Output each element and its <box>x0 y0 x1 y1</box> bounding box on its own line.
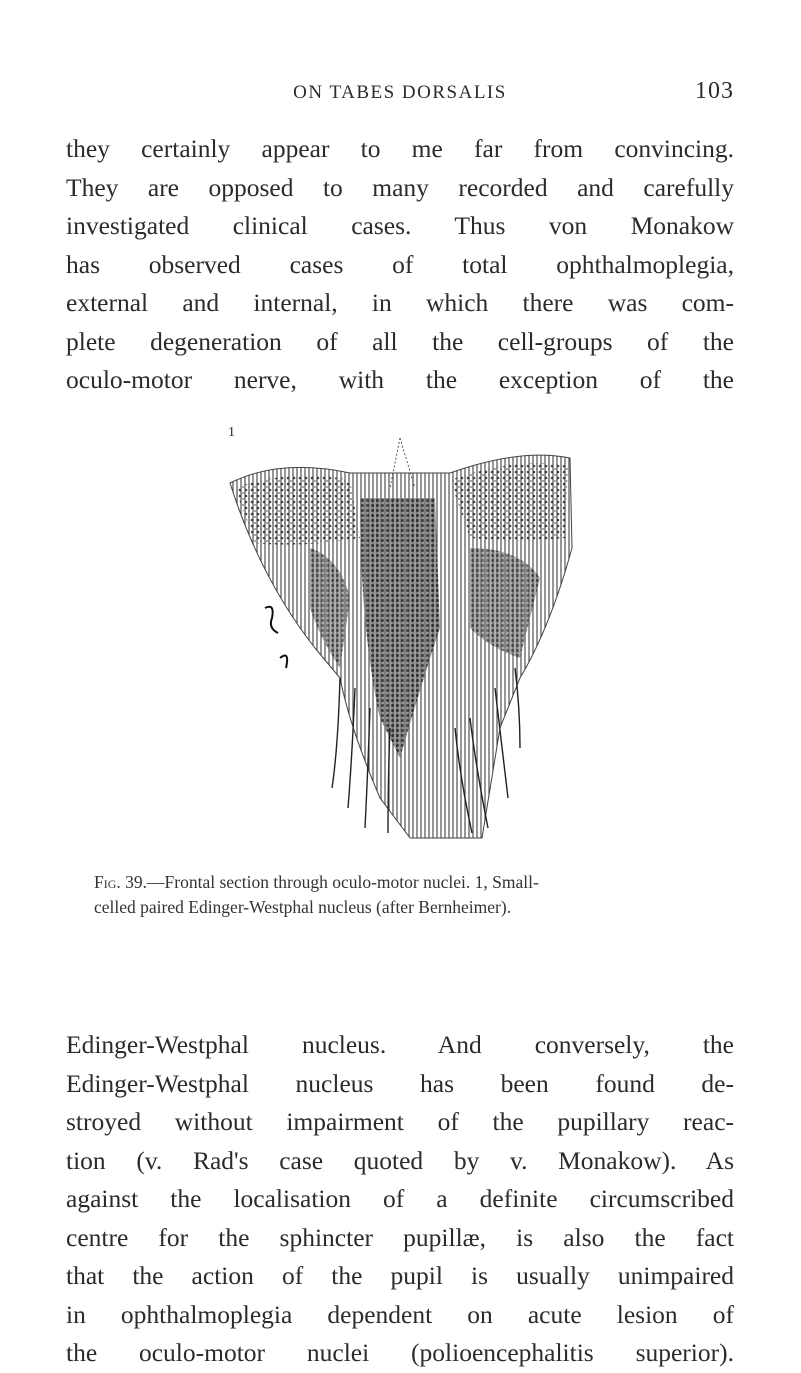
caption-line: celled paired Edinger-Westphal nucleus (after Bernheimer). <box>94 897 512 917</box>
text-line: plete degeneration of all the cell-groups of the <box>66 326 734 356</box>
text-line: They are opposed to many recorded and carefully <box>66 172 734 202</box>
paragraph-bottom <box>66 1026 734 1373</box>
text-line: tion (v. Rad's case quoted by v. Monakow). As <box>66 1145 734 1175</box>
text-line: external and internal, in which there was com- <box>66 288 734 317</box>
caption-line <box>94 870 734 895</box>
nerve-section-illustration <box>220 428 580 858</box>
running-title: ON TABES DORSALIS <box>293 82 507 103</box>
caption-text-1: —Frontal section through oculo-motor nuclei. 1, Small- <box>147 872 539 892</box>
caption-figure-number: Fig. 39. <box>94 872 148 892</box>
text-line: oculo-motor nerve, with the exception of the <box>66 365 734 394</box>
text-line: in ophthalmoplegia dependent on acute lesion of <box>66 1299 734 1329</box>
text-line: stroyed without impairment of the pupillary reac- <box>66 1107 734 1136</box>
figure-caption <box>94 870 734 920</box>
text-line: Edinger-Westphal nucleus. And conversely, the <box>66 1030 734 1059</box>
running-head <box>66 76 734 110</box>
text-line: investigated clinical cases. Thus von Monakow <box>66 211 734 240</box>
figure-label-1: 1 <box>228 425 235 440</box>
text-line: against the localisation of a definite circumscribed <box>66 1184 734 1213</box>
text-line: centre for the sphincter pupillæ, is also the fact <box>66 1222 734 1252</box>
page-number: 103 <box>695 78 734 104</box>
text-line: they certainly appear to me far from convincing. <box>66 134 734 163</box>
text-line: Edinger-Westphal nucleus has been found de- <box>66 1068 734 1098</box>
nerve-section-drawing <box>220 428 580 858</box>
text-line: that the action of the pupil is usually unimpaired <box>66 1261 734 1290</box>
paragraph-top <box>66 130 734 400</box>
text-line: has observed cases of total ophthalmoplegia, <box>66 249 734 279</box>
text-line: the oculo-motor nuclei (polioencephalitis superior). <box>66 1338 734 1367</box>
